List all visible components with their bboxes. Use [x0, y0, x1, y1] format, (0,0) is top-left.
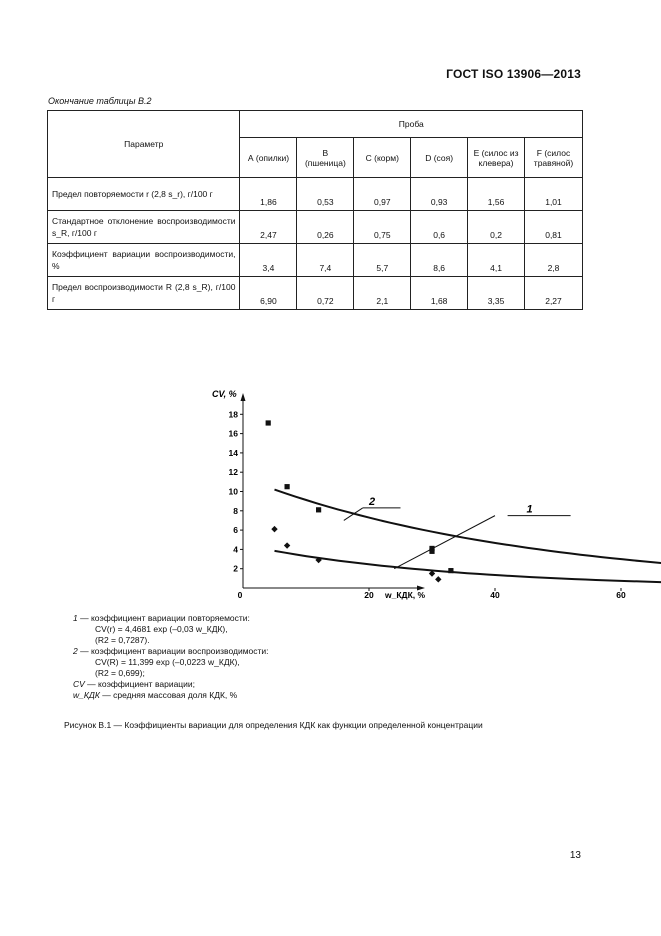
cell: 0,75 [354, 211, 411, 244]
cell: 0,97 [354, 178, 411, 211]
cell: 1,68 [411, 277, 468, 310]
data-point-square [448, 568, 453, 573]
legend-2-r2: (R2 = 0,699); [95, 668, 145, 678]
data-point-diamond [284, 542, 290, 548]
data-point-square [316, 507, 321, 512]
param-header: Параметр [48, 111, 240, 178]
col-header: Е (силос из клевера) [468, 138, 525, 178]
legend-2-num: 2 [73, 646, 78, 656]
cell: 0,81 [524, 211, 582, 244]
cell: 2,47 [240, 211, 297, 244]
standard-header: ГОСТ ISO 13906—2013 [446, 67, 581, 81]
cell: 3,4 [240, 244, 297, 277]
figure-legend [73, 613, 269, 701]
curve-label-1: 1 [526, 503, 533, 516]
callout-line-2 [344, 508, 363, 521]
x-tick-label: 60 [616, 590, 626, 600]
cell: 1,01 [524, 178, 582, 211]
x-tick-label: 20 [364, 590, 374, 600]
y-tick-label: 4 [233, 544, 238, 555]
cell: 0,6 [411, 211, 468, 244]
cell: 7,4 [297, 244, 354, 277]
cell: 0,53 [297, 178, 354, 211]
legend-2-formula: CV(R) = 11,399 exp (–0,0223 w_КДК), [95, 657, 240, 667]
data-point-square [285, 484, 290, 489]
col-header: F (силос травяной) [524, 138, 582, 178]
y-tick-label: 16 [228, 428, 238, 439]
data-point-square [266, 420, 271, 425]
legend-w-text: — средняя массовая доля КДК, % [99, 690, 238, 700]
legend-1-num: 1 [73, 613, 78, 623]
col-header: D (соя) [411, 138, 468, 178]
data-point-diamond [271, 526, 277, 532]
legend-1-r2: (R2 = 0,7287). [95, 635, 150, 645]
curve-label-2: 2 [369, 496, 376, 509]
y-tick-label: 14 [228, 447, 238, 458]
col-header: В (пшеница) [297, 138, 354, 178]
cell: 4,1 [468, 244, 525, 277]
legend-1-formula: CV(r) = 4,4681 exp (–0,03 w_КДК), [95, 624, 228, 634]
cell: 1,86 [240, 178, 297, 211]
cell: 1,56 [468, 178, 525, 211]
y-tick-label: 18 [228, 409, 238, 420]
y-axis-arrow [241, 393, 246, 401]
row-label-text: Коэффициент вариации воспроизводимости, % [52, 249, 236, 271]
y-tick-label: 10 [228, 486, 238, 497]
cell: 0,93 [411, 178, 468, 211]
legend-w-term: w_КДК [73, 690, 100, 700]
x-axis-label: w_КДК, % [385, 590, 426, 600]
row-label-text: Предел воспроизводимости R (2,8 s_R), г/100 г [52, 282, 236, 304]
cell: 8,6 [411, 244, 468, 277]
col-header: С (корм) [354, 138, 411, 178]
col-header: А (опилки) [240, 138, 297, 178]
x-tick-label: 0 [237, 590, 243, 600]
cell: 6,90 [240, 277, 297, 310]
legend-1-text: — коэффициент вариации повторяемости: [77, 613, 250, 623]
page-number: 13 [569, 850, 581, 861]
legend-2-text: — коэффициент вариации воспроизводимости: [77, 646, 269, 656]
cell: 2,1 [354, 277, 411, 310]
table-caption: Окончание таблицы В.2 [48, 96, 152, 106]
row-label-text: Предел повторяемости r (2,8 s_r), г/100 г [52, 189, 213, 199]
y-tick-label: 2 [233, 563, 238, 574]
cell: 3,35 [468, 277, 525, 310]
y-axis-label: CV, % [212, 389, 237, 399]
fit-curve-2 [275, 490, 661, 566]
cell: 5,7 [354, 244, 411, 277]
cell: 0,72 [297, 277, 354, 310]
figure-caption: Рисунок В.1 — Коэффициенты вариации для определения КДК как функции определенной концентрации [64, 720, 483, 730]
row-label-text: Стандартное отклонение воспроизводимости s_R, г/100 г [52, 216, 236, 238]
cell: 2,27 [524, 277, 582, 310]
y-tick-label: 6 [233, 525, 238, 536]
callout-line-1 [394, 516, 495, 569]
sample-header: Проба [240, 111, 583, 138]
legend-cv-text: — коэффициент вариации; [84, 679, 196, 689]
cell: 2,8 [524, 244, 582, 277]
cell: 0,2 [468, 211, 525, 244]
y-tick-label: 12 [228, 467, 238, 478]
cell: 0,26 [297, 211, 354, 244]
fit-curve-1 [275, 551, 661, 583]
y-tick-label: 8 [233, 505, 238, 516]
legend-cv-term: CV [73, 679, 85, 689]
x-tick-label: 40 [490, 590, 500, 600]
data-point-diamond [435, 576, 441, 582]
